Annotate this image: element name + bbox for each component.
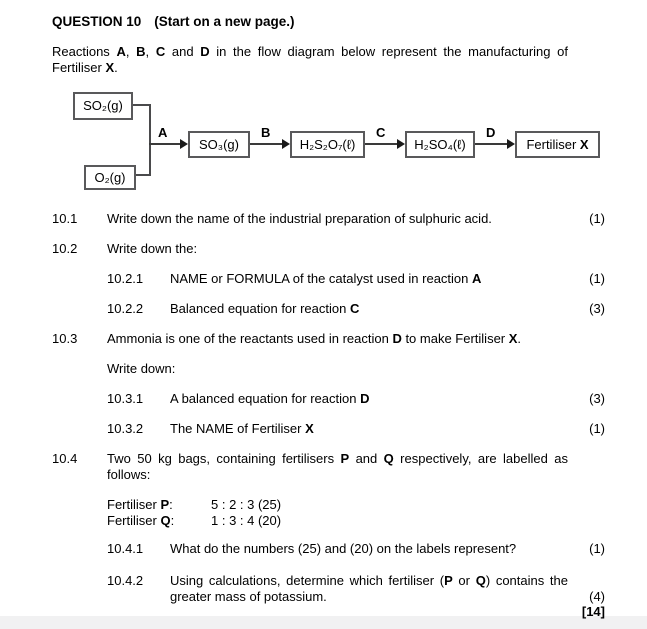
question-text: A balanced equation for reaction D [170, 391, 370, 406]
question-text: Two 50 kg bags, containing fertilisers P and Q respectively, are labelled as follows: [107, 451, 568, 482]
question-title-label: QUESTION 10 [52, 14, 142, 29]
question-row-10-4-1 [52, 541, 605, 557]
question-text: What do the numbers (25) and (20) on the labels represent? [170, 541, 517, 556]
question-row-10-4 [52, 451, 605, 483]
box-so2 [73, 92, 133, 120]
question-number: 10.2.1 [107, 271, 144, 286]
marks-badge: (1) [589, 271, 605, 286]
question-row-10-4-2 [52, 573, 605, 605]
question-row-10-3-2 [52, 421, 605, 437]
question-number: 10.4.2 [107, 573, 144, 588]
question-row-10-3-1 [52, 391, 605, 407]
marks-badge: (3) [589, 301, 605, 316]
box-h2s2o7 [290, 131, 365, 158]
question-number: 10.3.1 [107, 391, 144, 406]
box-so3-label: SO₃(g) [199, 136, 239, 152]
question-number: 10.3.2 [107, 421, 144, 436]
marks-badge: (3) [589, 391, 605, 406]
question-row-10-1 [52, 211, 605, 227]
question-number: 10.4.1 [107, 541, 144, 556]
connector-vertical [149, 104, 151, 176]
arrow-a [149, 143, 186, 145]
question-text: Write down the name of the industrial preparation of sulphuric acid. [107, 211, 492, 226]
question-title [52, 13, 605, 30]
fertiliser-q-name: Fertiliser Q: [107, 513, 175, 528]
question-text: Write down the: [107, 241, 198, 256]
question-number: 10.4 [52, 451, 78, 466]
fertiliser-p-name: Fertiliser P: [107, 497, 173, 512]
box-o2-label: O₂(g) [94, 169, 126, 185]
fertiliser-q-row [107, 513, 605, 529]
question-text: Balanced equation for reaction C [170, 301, 360, 316]
box-fertiliser-x [515, 131, 600, 158]
fertiliser-p-row [107, 497, 605, 513]
arrow-label-d: D [486, 125, 496, 140]
question-text: NAME or FORMULA of the catalyst used in reaction A [170, 271, 482, 286]
question-text: Using calculations, determine which fertiliser (P or Q) contains the greater mass of potassium. [170, 573, 568, 604]
question-number: 10.2.2 [107, 301, 144, 316]
question-text: The NAME of Fertiliser X [170, 421, 314, 436]
question-text: Ammonia is one of the reactants used in reaction D to make Fertiliser X. [107, 331, 522, 346]
flow-diagram [52, 92, 605, 192]
arrow-d [475, 143, 513, 145]
question-row-10-2 [52, 241, 605, 257]
marks-badge: (1) [589, 211, 605, 226]
question-row-10-3-intro [52, 361, 605, 377]
question-number: 10.3 [52, 331, 78, 346]
question-text: Write down: [107, 361, 176, 376]
fertiliser-p-ratio: 5 : 2 : 3 (25) [211, 497, 282, 512]
arrow-label-b: B [261, 125, 271, 140]
box-fertiliser-x-label: Fertiliser X [526, 136, 589, 152]
arrow-label-c: C [376, 125, 386, 140]
question-row-10-3 [52, 331, 605, 347]
question-row-10-2-2 [52, 301, 605, 317]
box-so2-label: SO₂(g) [83, 98, 123, 113]
intro-paragraph: Reactions A, B, C and D in the flow diagram below represent the manufacturing of Fertiliser X. [52, 44, 568, 75]
arrow-label-a: A [158, 125, 168, 140]
total-marks: [14] [581, 604, 605, 619]
marks-badge: (1) [589, 541, 605, 556]
box-so3 [188, 131, 250, 158]
fertiliser-labels [52, 497, 605, 529]
question-title-note: (Start on a new page.) [154, 14, 295, 29]
marks-badge: (4) [589, 589, 605, 604]
question-number: 10.2 [52, 241, 78, 256]
question-row-10-2-1 [52, 271, 605, 287]
box-h2so4 [405, 131, 475, 158]
fertiliser-q-ratio: 1 : 3 : 4 (20) [211, 513, 282, 528]
box-h2s2o7-label: H₂S₂O₇(ℓ) [299, 136, 356, 152]
marks-badge: (1) [589, 421, 605, 436]
box-h2so4-label: H₂SO₄(ℓ) [414, 136, 466, 152]
arrow-c [365, 143, 403, 145]
question-number: 10.1 [52, 211, 78, 226]
arrow-b [250, 143, 288, 145]
box-o2 [84, 165, 136, 190]
